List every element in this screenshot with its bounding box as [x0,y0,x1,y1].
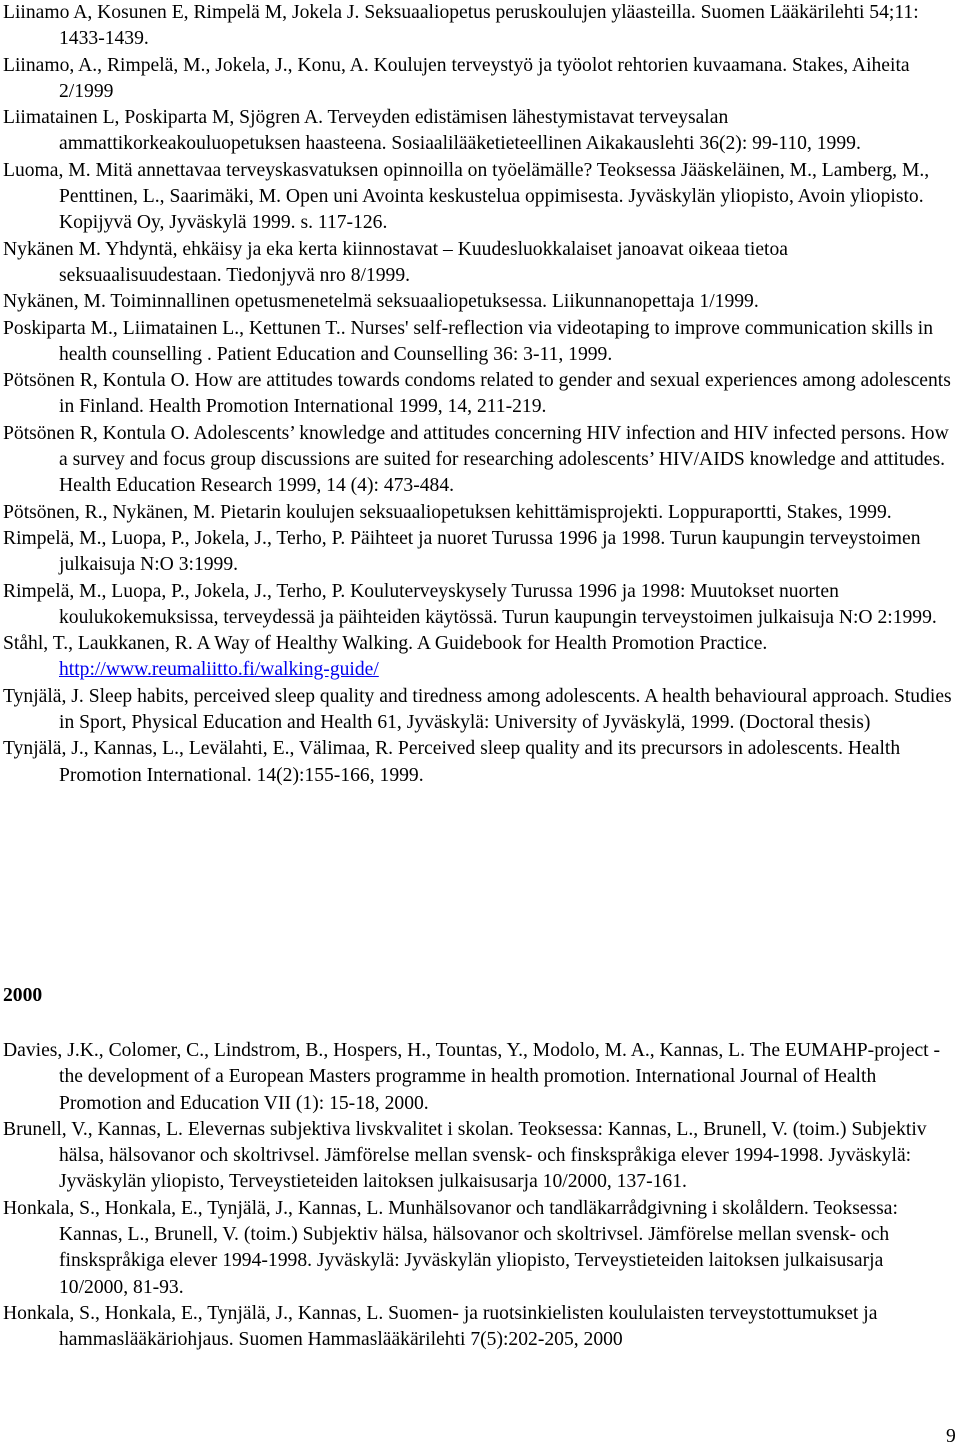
reference-entry: Poskiparta M., Liimatainen L., Kettunen T.. Nurses' self-reflection via videotaping to improve communication skills in health counselling . Patient Education and Counselling 36: 3-11, 1999. [3,317,934,365]
reference-entry: Nykänen, M. Toiminnallinen opetusmenetelmä seksuaaliopetuksessa. Liikunnanopettaja 1/1999. [3,291,759,313]
reference-text: Ståhl, T., Laukkanen, R. A Way of Healthy Walking. A Guidebook for Health Promotion Practice. [3,633,768,655]
year-heading: 2000 [3,985,43,1006]
reference-entry: Pötsönen R, Kontula O. Adolescents’ knowledge and attitudes concerning HIV infection and HIV infected persons. How a survey and focus group discussions are suited for researching adolescents’ HIV/AIDS knowledge and attitudes. Health Education Research 1999, 14 (4): 473-484. [3,422,949,497]
reference-entry: Luoma, M. Mitä annettavaa terveyskasvatuksen opinnoilla on työelämälle? Teoksessa Jääskeläinen, M., Lamberg, M., Penttinen, L., Saarimäki, M. Open uni Avointa keskustelua oppimisesta. Jyväskylän yliopisto, Avoin yliopisto. Kopijyvä Oy, Jyväskylä 1999. s. 117-126. [3,159,930,234]
walking-guide-link[interactable]: http://www.reumaliitto.fi/walking-guide/ [59,659,379,681]
reference-entry: Liinamo A, Kosunen E, Rimpelä M, Jokela J. Seksuaaliopetus peruskoulujen yläasteilla. Suomen Lääkärilehti 54;11: 1433-1439. [3,2,919,50]
reference-entry: Honkala, S., Honkala, E., Tynjälä, J., Kannas, L. Munhälsovanor och tandläkarrådgivning i skolåldern. Teoksessa: Kannas, L., Brunell, V. (toim.) Subjektiv hälsa, hälsovanor och skoltrivsel. Jämförelse mellan svensk- och finskspråkiga elever 1994-1998. Jyväskylä: Jyväskylän yliopisto, Terveystieteiden laitoksen julkaisusarja 10/2000, 81-93. [3,1197,898,1298]
reference-entry: Davies, J.K., Colomer, C., Lindstrom, B., Hospers, H., Tountas, Y., Modolo, M. A., Kannas, L. The EUMAHP-project - the development of a European Masters programme in health promotion. International Journal of Health Promotion and Education VII (1): 15-18, 2000. [3,1040,941,1114]
reference-entry: Rimpelä, M., Luopa, P., Jokela, J., Terho, P. Päihteet ja nuoret Turussa 1996 ja 1998. Turun kaupungin terveystoimen julkaisuja N:O 3:1999. [3,527,921,576]
reference-entry: Pötsönen R, Kontula O. How are attitudes towards condoms related to gender and sexual experiences among adolescents in Finland. Health Promotion International 1999, 14, 211-219. [3,370,951,418]
reference-entry: Tynjälä, J. Sleep habits, perceived sleep quality and tiredness among adolescents. A health behavioural approach. Studies in Sport, Physical Education and Health 61, Jyväskylä: University of Jyväskylä, 1999. (Doctoral thesis) [3,685,952,734]
reference-entry: Rimpelä, M., Luopa, P., Jokela, J., Terho, P. Kouluterveyskysely Turussa 1996 ja 1998: Muutokset nuorten koulukokemuksissa, terveydessä ja päihteiden käytössä. Turun kaupungin terveystoimen julkaisuja N:O 2:1999. [3,580,937,628]
page-number: 9 [946,1426,956,1447]
reference-entry-stahl [3,631,955,684]
reference-list-1999 [3,0,955,789]
reference-entry: Honkala, S., Honkala, E., Tynjälä, J., Kannas, L. Suomen- ja ruotsinkielisten koululaisten terveystottumukset ja hammaslääkäriohjaus. Suomen Hammaslääkärilehti 7(5):202-205, 2000 [3,1302,878,1351]
reference-entry: Nykänen M. Yhdyntä, ehkäisy ja eka kerta kiinnostavat – Kuudesluokkalaiset janoavat oikeaa tietoa seksuaalisuudestaan. Tiedonjyvä nro 8/1999. [3,238,788,286]
reference-list-2000 [3,1038,955,1354]
reference-entry: Liimatainen L, Poskiparta M, Sjögren A. Terveyden edistämisen lähestymistavat terveysalan ammattikorkeakouluopetuksen haasteena. Sosiaalilääketieteellinen Aikakauslehti 36(2): 99-110, 1999. [3,107,861,155]
reference-entry: Brunell, V., Kannas, L. Elevernas subjektiva livskvalitet i skolan. Teoksessa: Kannas, L., Brunell, V. (toim.) Subjektiv hälsa, hälsovanor och skoltrivsel. Jämförelse mellan svensk- och finskspråkiga elever 1994-1998. Jyväskylä: Jyväskylän yliopisto, Terveystieteiden laitoksen julkaisusarja 10/2000, 137-161. [3,1118,927,1193]
reference-entry: Pötsönen, R., Nykänen, M. Pietarin koulujen seksuaaliopetuksen kehittämisprojekti. Loppuraportti, Stakes, 1999. [3,501,892,523]
reference-entry: Liinamo, A., Rimpelä, M., Jokela, J., Konu, A. Koulujen terveystyö ja työolot rehtorien kuvaamana. Stakes, Aiheita 2/1999 [3,54,910,102]
reference-entry: Tynjälä, J., Kannas, L., Levälahti, E., Välimaa, R. Perceived sleep quality and its precursors in adolescents. Health Promotion International. 14(2):155-166, 1999. [3,738,901,786]
